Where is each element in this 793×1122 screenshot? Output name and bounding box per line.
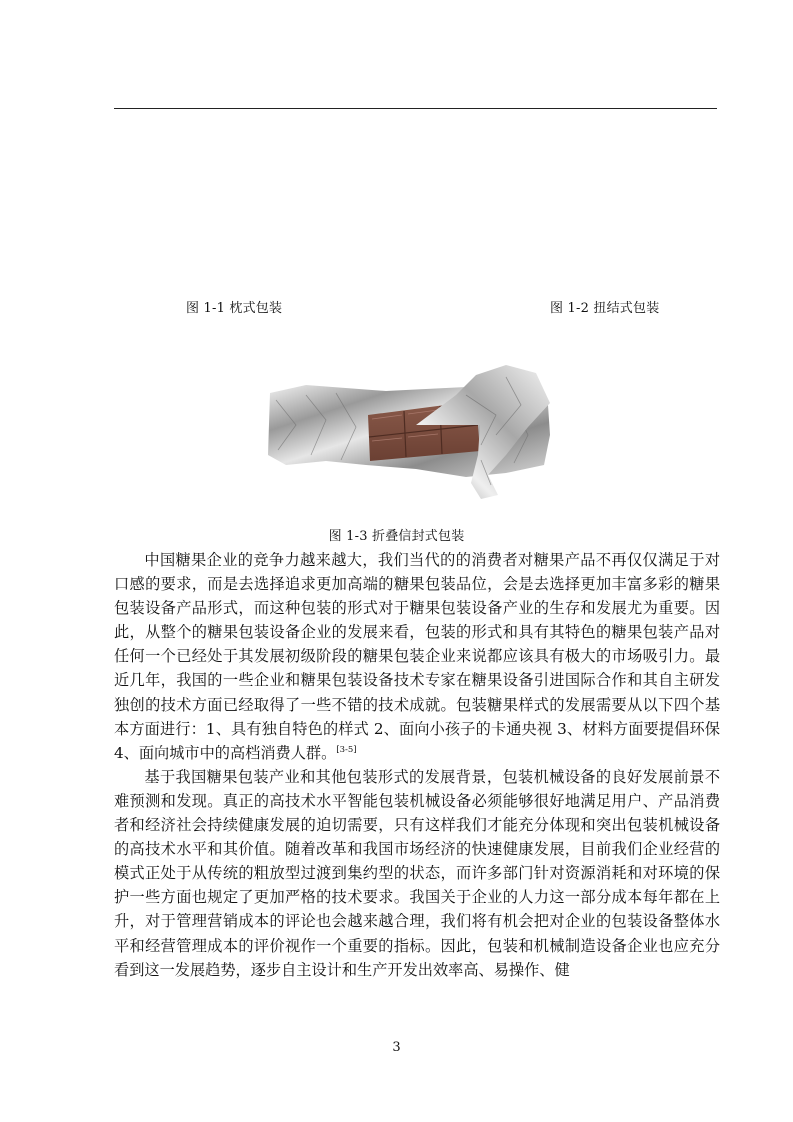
figure-1-2-caption: 图 1-2 扭结式包装 [550, 301, 660, 316]
citation-marker: [3-5] [336, 744, 357, 755]
paragraph-1 [114, 548, 720, 765]
figure-1-3-caption: 图 1-3 折叠信封式包装 [328, 529, 465, 544]
chocolate-foil-image [266, 365, 553, 500]
body-text [114, 548, 720, 982]
paragraph-2: 基于我国糖果包装产业和其他包装形式的发展背景，包装机械设备的良好发展前景不难预测和发现。真正的高技术水平智能包装机械设备必须能够很好地满足用户、产品消费者和经济社会持续健康发展的迫切需要，只有这样我们才能充分体现和突出包装机械设备的高技术水平和其价值。随着改革和我国市场经济的快速健康发展，目前我们企业经营的模式正处于从传统的粗放型过渡到集约型的状态，而许多部门针对资源消耗和对环境的保护一些方面也规定了更加严格的技术要求。我国关于企业的人力这一部分成本每年都在上升，对于管理营销成本的评论也会越来越合理，我们将有机会把对企业的包装设备整体水平和经营管理成本的评价视作一个重要的指标。因此，包装和机械制造设备企业也应充分看到这一发展趋势，逐步自主设计和生产开发出效率高、易操作、健 [114, 767, 720, 979]
page-number: 3 [392, 1040, 401, 1055]
paragraph-1-text: 中国糖果企业的竞争力越来越大，我们当代的的消费者对糖果产品不再仅仅满足于对口感的要求，而是去选择追求更加高端的糖果包装品位，会是去选择更加丰富多彩的糖果包装设备产品形式，而这种包装的形式对于糖果包装设备产业的生存和发展尤为重要。因此，从整个的糖果包装设备企业的发展来看，包装的形式和具有其特色的糖果包装产品对任何一个已经处于其发展初级阶段的糖果包装企业来说都应该具有极大的市场吸引力。最近几年，我国的一些企业和糖果包装设备技术专家在糖果设备引进国际合作和其自主研发独创的技术方面已经取得了一些不错的技术成就。包装糖果样式的发展需要从以下四个基本方面进行：1、具有独自特色的样式 2、面向小孩子的卡通央视 3、材料方面要提倡环保 4、面向城市中的高档消费人群。 [114, 551, 720, 762]
header-rule [114, 108, 717, 109]
figure-1-1-caption: 图 1-1 枕式包装 [186, 301, 283, 316]
